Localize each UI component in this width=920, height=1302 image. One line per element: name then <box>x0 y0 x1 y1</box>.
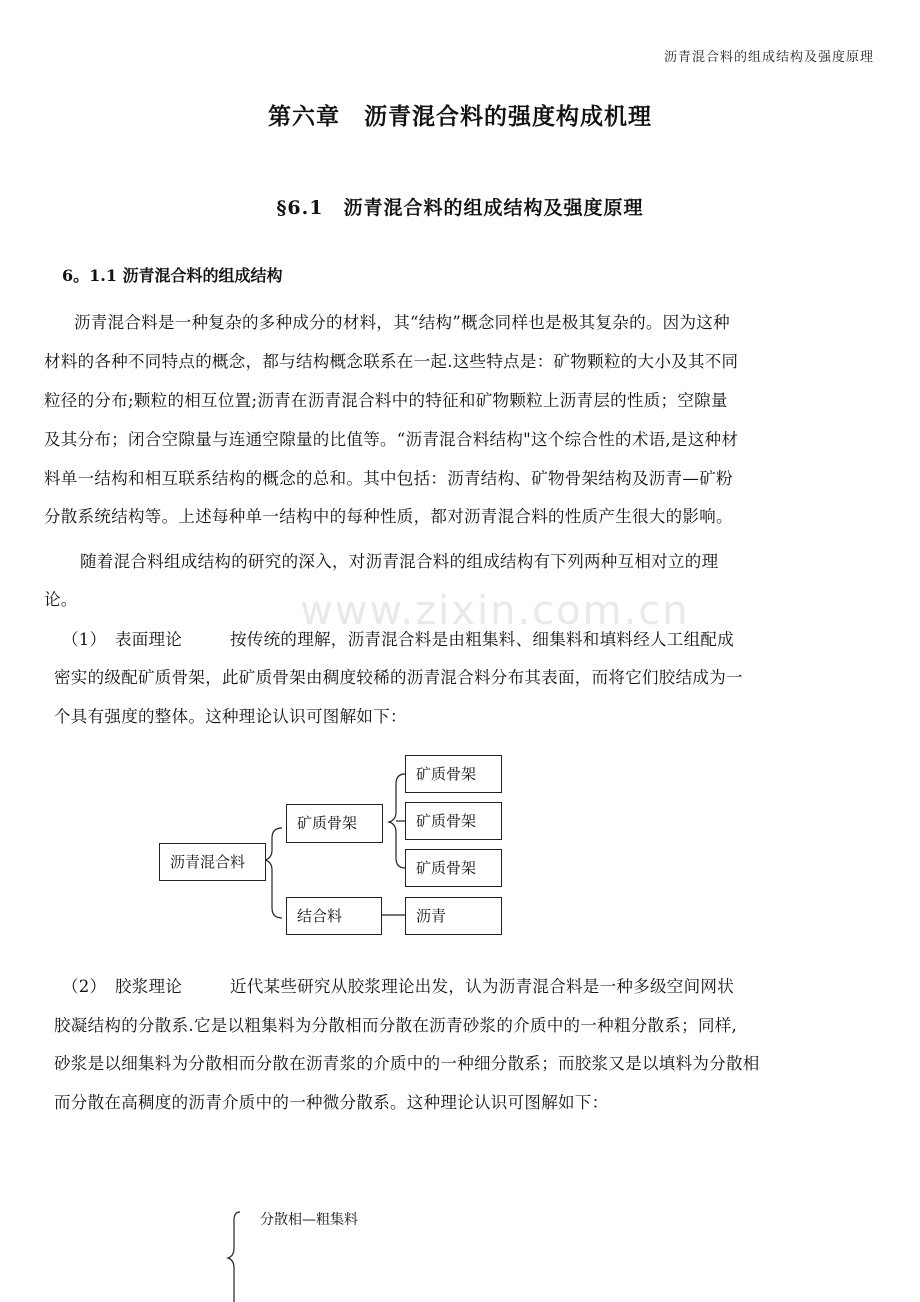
theory1-line: 按传统的理解，沥青混合料是由粗集料、细集料和填料经人工组配成 <box>230 630 734 649</box>
theory2-line: 而分散在高稠度的沥青介质中的一种微分散系。这种理论认识可图解如下： <box>54 1093 609 1112</box>
diagram1-branch2-leaf-box: 沥青 <box>405 897 502 935</box>
para1-line: 材料的各种不同特点的概念，都与结构概念联系在一起.这些特点是：矿物颗粒的大小及其不同 <box>44 352 739 371</box>
theory1-line: 个具有强度的整体。这种理论认识可图解如下： <box>54 707 407 726</box>
section-title: §6.1 沥青混合料的组成结构及强度原理 <box>276 197 644 219</box>
para1-line: 料单一结构和相互联系结构的概念的总和。其中包括：沥青结构、矿物骨架结构及沥青—矿粉 <box>44 469 733 488</box>
chapter-title: 第六章 沥青混合料的强度构成机理 <box>268 104 652 130</box>
para1-line: 粒径的分布;颗粒的相互位置;沥青在沥青混合料中的特征和矿物颗粒上沥青层的性质；空隙量 <box>44 391 728 410</box>
diagram1-leaf-box: 矿质骨架 <box>405 755 502 793</box>
diagram1-leaf-box: 矿质骨架 <box>405 802 502 840</box>
diagram1-root-box: 沥青混合料 <box>159 843 266 881</box>
theory1-label: （1） 表面理论 <box>62 630 183 649</box>
watermark: www.zixin.com.cn <box>300 588 690 634</box>
theory2-label: （2） 胶浆理论 <box>62 977 183 996</box>
diagram1-branch2-box: 结合料 <box>286 897 382 935</box>
theory2-line: 胶凝结构的分散系.它是以粗集料为分散相而分散在沥青砂浆的介质中的一种粗分散系；同样, <box>54 1016 738 1035</box>
diagram1-leaf-box: 矿质骨架 <box>405 849 502 887</box>
para2-line: 论。 <box>44 590 78 609</box>
theory2-line: 砂浆是以细集料为分散相而分散在沥青浆的介质中的一种细分散系；而胶浆又是以填料为分散相 <box>54 1054 760 1073</box>
diagram2-item: 分散相—粗集料 <box>260 1212 358 1228</box>
theory2-line: 近代某些研究从胶浆理论出发，认为沥青混合料是一种多级空间网状 <box>230 977 734 996</box>
para2-line: 随着混合料组成结构的研究的深入，对沥青混合料的组成结构有下列两种互相对立的理 <box>80 552 719 571</box>
theory1-line: 密实的级配矿质骨架，此矿质骨架由稠度较稀的沥青混合料分布其表面，而将它们胶结成为一 <box>54 668 743 687</box>
subsection-title: 6。1.1 沥青混合料的组成结构 <box>62 266 283 285</box>
para1-line: 沥青混合料是一种复杂的多种成分的材料，其“结构”概念同样也是极其复杂的。因为这种 <box>74 313 730 332</box>
para1-line: 及其分布；闭合空隙量与连通空隙量的比值等。“沥青混合料结构"这个综合性的术语,是这种材 <box>44 430 739 449</box>
para1-line: 分散系统结构等。上述每种单一结构中的每种性质，都对沥青混合料的性质产生很大的影响。 <box>44 507 733 526</box>
running-header: 沥青混合料的组成结构及强度原理 <box>663 50 874 65</box>
diagram1-branch1-box: 矿质骨架 <box>286 804 383 843</box>
